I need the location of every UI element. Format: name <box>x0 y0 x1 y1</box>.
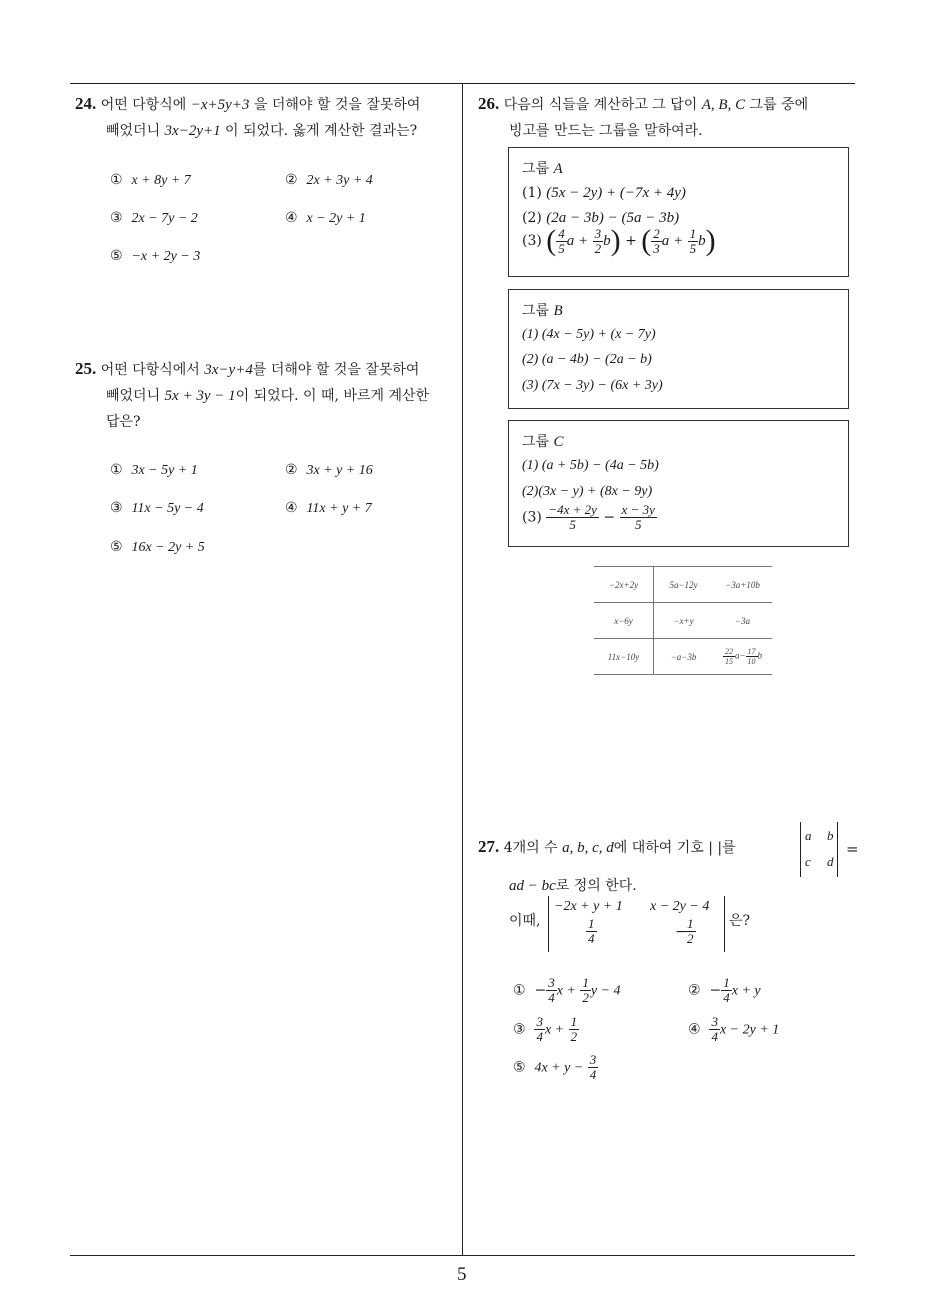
bingo-cell: 11x−10y <box>594 639 654 675</box>
q27-option-5[interactable]: ⑤ 4x + y − $\frac{3}{4}$ <box>513 1052 597 1082</box>
bingo-cell: −2x+2y <box>594 567 654 603</box>
q27-option-1[interactable]: ① − $\frac{3}{4}$ x + $\frac{1}{2}$ y − 4 <box>513 975 621 1005</box>
q24-option-3[interactable]: ③ 2x − 7y − 2 <box>110 210 198 226</box>
group-a-box <box>508 147 849 277</box>
bingo-cell: −3a <box>713 603 772 639</box>
group-b-title: 그룹 B <box>522 303 563 319</box>
column-divider <box>462 83 463 1256</box>
question-27-text: 27. 4개의 수 a, b, c, d에 대하여 기호 | |를 <box>478 837 736 856</box>
question-determinant: −2x + y + 1 x − 2y − 4 $\frac{1}{4}$ − $\frac{1}{2}$ <box>548 896 725 952</box>
group-c-box <box>508 420 849 547</box>
q25-option-3[interactable]: ③ 11x − 5y − 4 <box>110 500 204 516</box>
group-c-item-3: (3) $\frac{-4x + 2y}{5}$ − $\frac{x - 3y}{5}$ <box>522 502 655 532</box>
q24-option-2[interactable]: ② 2x + 3y + 4 <box>285 172 373 188</box>
q24-option-5[interactable]: ⑤ −x + 2y − 3 <box>110 248 201 264</box>
question-24-number: 24. <box>75 94 97 113</box>
q24-option-4[interactable]: ④ x − 2y + 1 <box>285 210 366 226</box>
q25-option-2[interactable]: ② 3x + y + 16 <box>285 462 373 478</box>
bottom-rule <box>70 1255 855 1256</box>
q25-option-1[interactable]: ① 3x − 5y + 1 <box>110 462 198 478</box>
q27-option-4[interactable]: ④ $\frac{3}{4}$ x − 2y + 1 <box>688 1014 780 1044</box>
bingo-cell: x−6y <box>594 603 654 639</box>
bingo-cell: −x+y <box>654 603 714 639</box>
group-b-item-1: (1) (4x − 5y) + (x − 7y) <box>522 327 656 342</box>
q27-option-3[interactable]: ③ $\frac{3}{4}$ x + $\frac{1}{2}$ <box>513 1014 578 1044</box>
q25-option-5[interactable]: ⑤ 16x − 2y + 5 <box>110 539 205 555</box>
group-a-item-3: (3) ( $\frac{4}{5}$ a + $\frac{3}{2}$ b) + ( $\frac{2}{3}$ a + $\frac{1}{5}$ b) <box>522 224 716 257</box>
question-26-text: 26. 다음의 식들을 계산하고 그 답이 A, B, C 그룹 중에 <box>478 94 809 113</box>
bingo-cell: $\frac{22}{15}$ a− $\frac{17}{10}$ b <box>713 639 772 675</box>
page-number: 5 <box>457 1264 467 1285</box>
group-b-item-2: (2) (a − 4b) − (2a − b) <box>522 352 652 367</box>
question-27-number: 27. <box>478 837 500 856</box>
group-b-box <box>508 289 849 409</box>
q27-option-2[interactable]: ② − $\frac{1}{4}$ x + y <box>688 975 761 1005</box>
group-a-title: 그룹 A <box>522 161 563 177</box>
question-26-number: 26. <box>478 94 500 113</box>
q24-option-1[interactable]: ① x + 8y + 7 <box>110 172 191 188</box>
bingo-cell: −3a+10b <box>713 567 772 603</box>
q25-option-4[interactable]: ④ 11x + y + 7 <box>285 500 372 516</box>
group-a-item-1: (1) (5x − 2y) + (−7x + 4y) <box>522 185 686 201</box>
group-c-item-2: (2)(3x − y) + (8x − 9y) <box>522 484 653 499</box>
group-a-item-2: (2) (2a − 3b) − (5a − 3b) <box>522 210 680 226</box>
group-c-title: 그룹 C <box>522 434 564 450</box>
symbol-determinant: a b c d <box>800 822 838 877</box>
bingo-cell: −a−3b <box>654 639 714 675</box>
group-c-item-1: (1) (a + 5b) − (4a − 5b) <box>522 458 659 473</box>
group-b-item-3: (3) (7x − 3y) − (6x + 3y) <box>522 378 663 393</box>
bingo-table <box>594 566 772 675</box>
question-25-text: 25. 어떤 다항식에서 3x−y+4를 더해야 할 것을 잘못하여 <box>75 359 420 378</box>
question-24-text: 24. 어떤 다항식에 −x+5y+3 을 더해야 할 것을 잘못하여 <box>75 94 421 113</box>
bingo-cell: 5a−12y <box>654 567 714 603</box>
question-25-number: 25. <box>75 359 97 378</box>
